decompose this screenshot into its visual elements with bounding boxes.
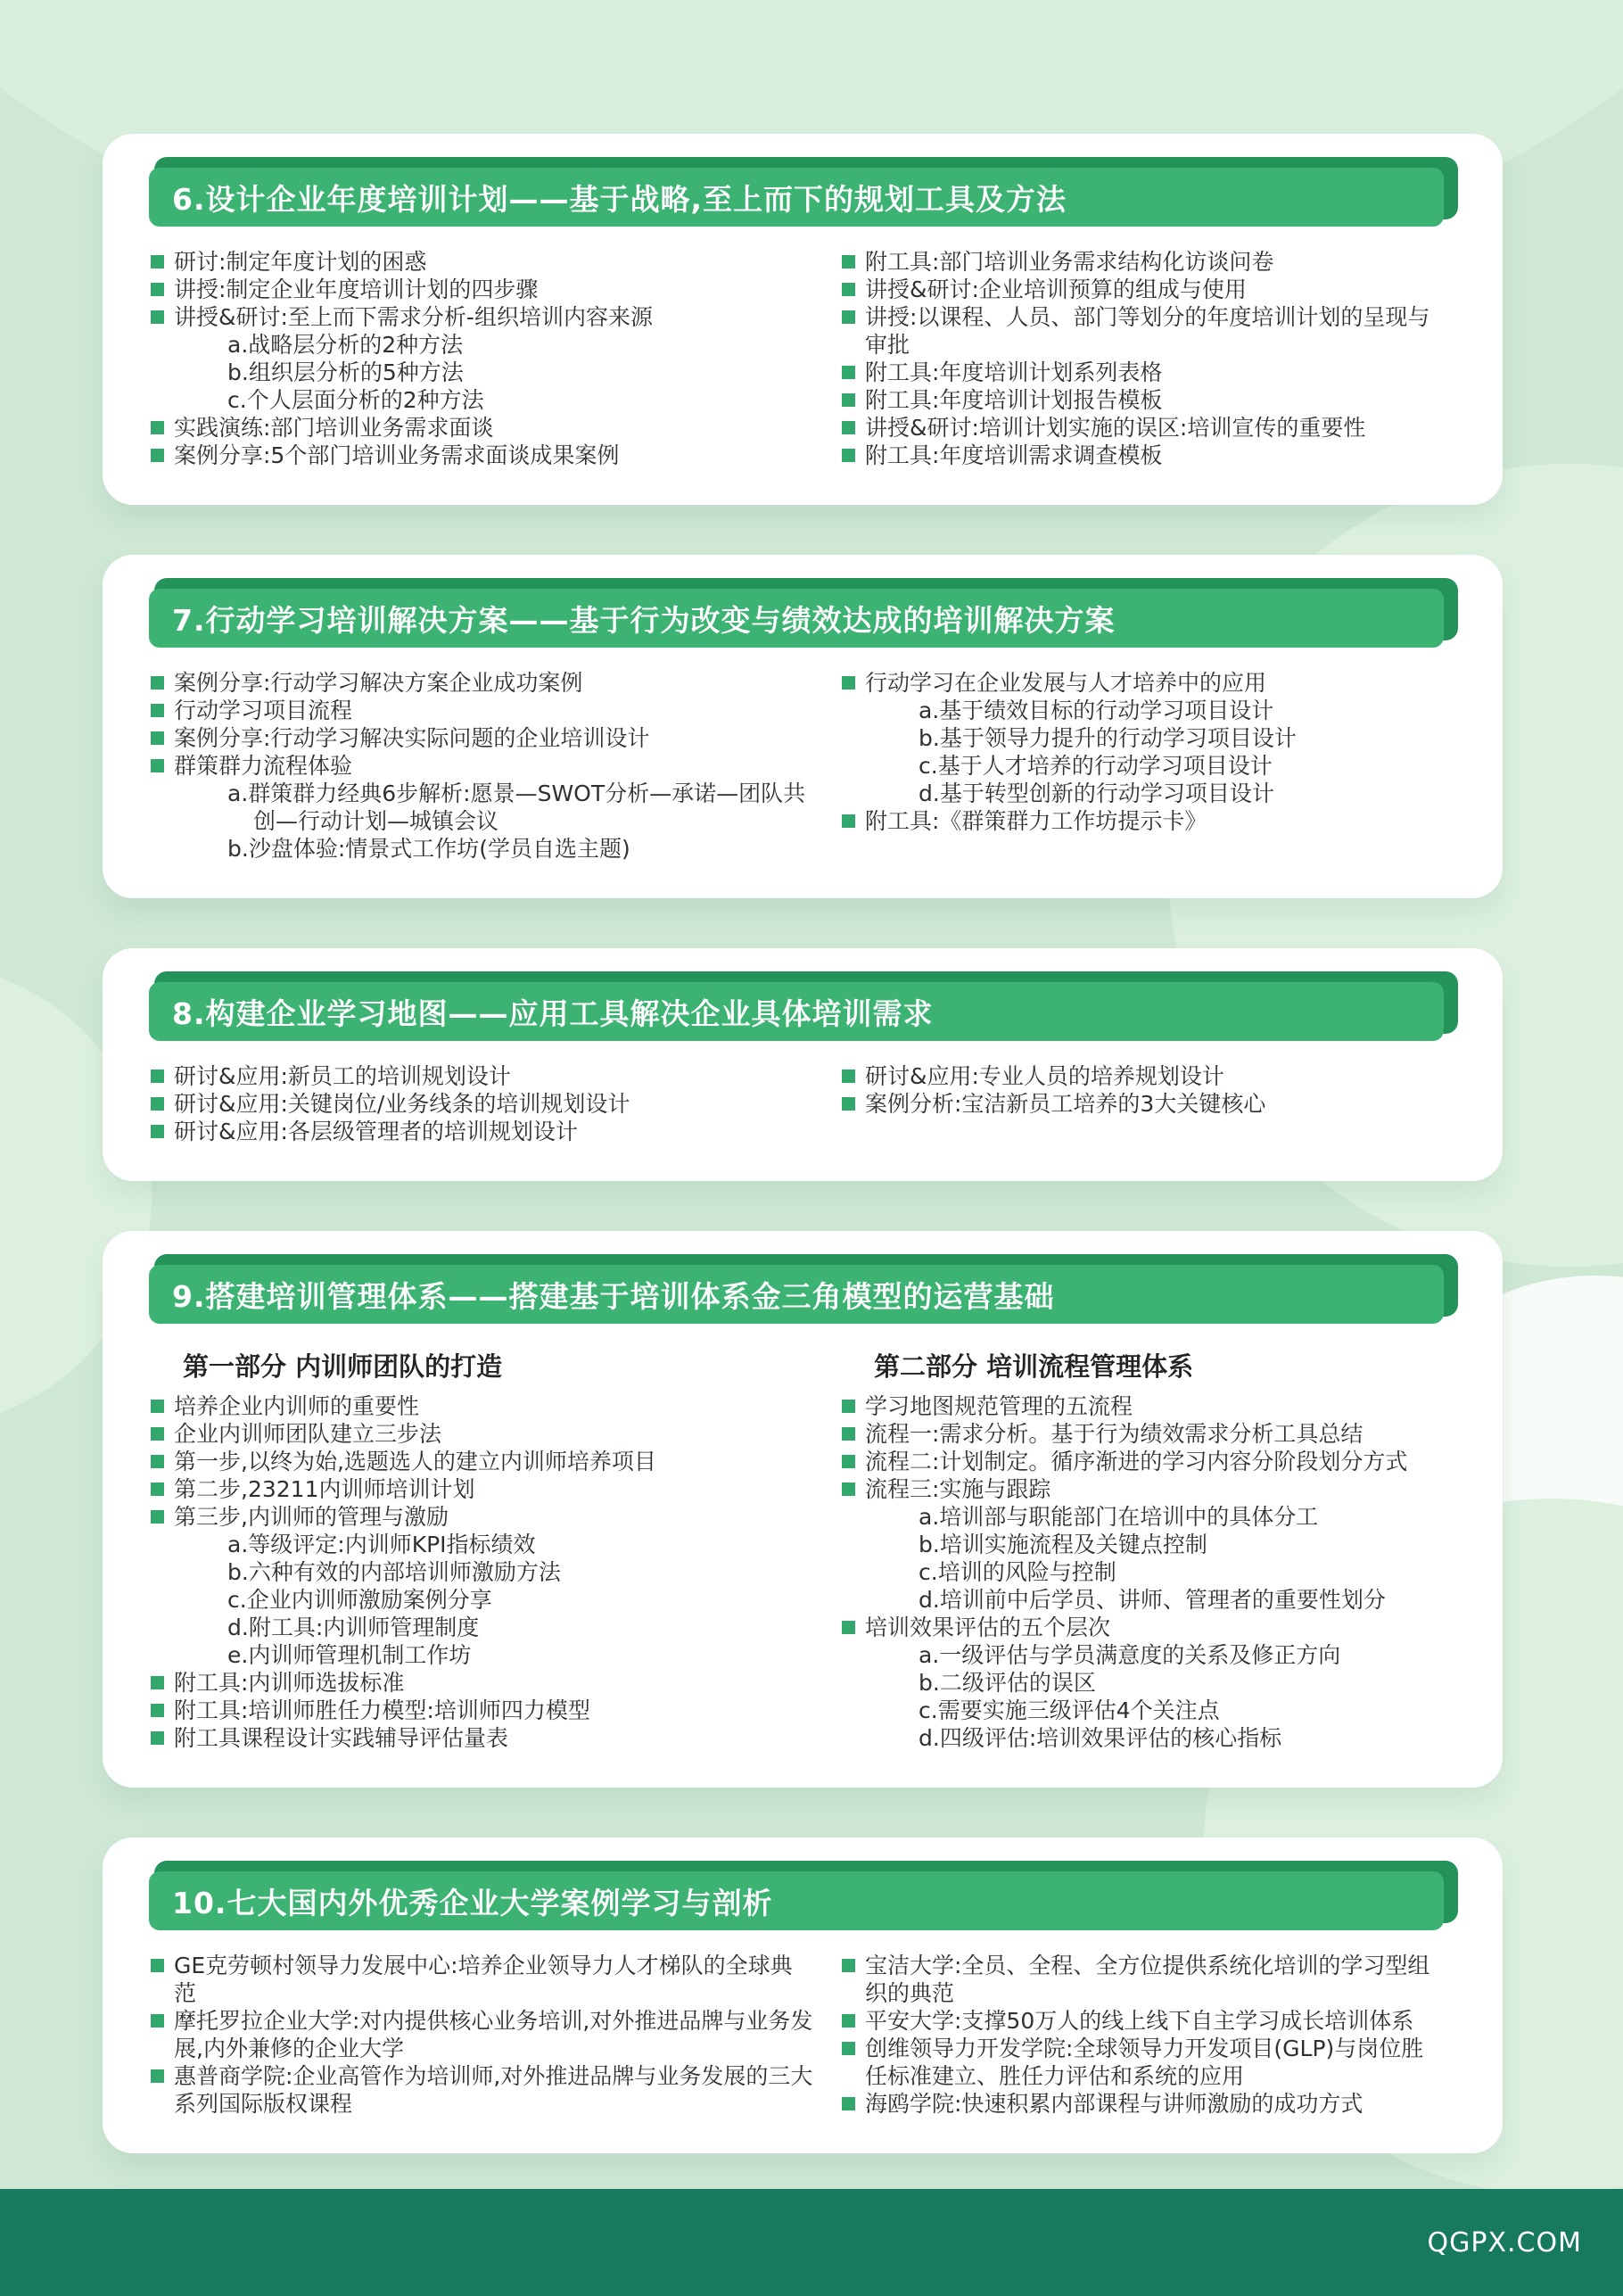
item-text: 海鸥学院:快速积累内部课程与讲师激励的成功方式 xyxy=(865,2091,1363,2117)
right-column xyxy=(840,248,1458,469)
bullet-square-icon xyxy=(151,2014,164,2028)
item-text: 流程一:需求分析。基于行为绩效需求分析工具总结 xyxy=(865,1421,1363,1447)
list-item xyxy=(149,724,813,752)
list-item xyxy=(149,1392,813,1420)
bullet-square-icon xyxy=(842,1621,855,1634)
list-item xyxy=(840,442,1431,469)
bullet-square-icon xyxy=(842,1482,855,1496)
sub-list-item: d.四级评估:培训效果评估的核心指标 xyxy=(919,1725,1282,1751)
item-list xyxy=(840,669,1431,835)
bullet-square-icon xyxy=(151,1676,164,1689)
section-columns xyxy=(149,669,1458,863)
list-item xyxy=(840,414,1431,442)
list-item xyxy=(840,1090,1431,1118)
footer-bar xyxy=(0,2189,1623,2296)
list-item xyxy=(149,1669,813,1697)
bullet-square-icon xyxy=(842,1427,855,1441)
course-outline-sections xyxy=(103,0,1503,2153)
list-item xyxy=(149,752,813,780)
item-text: 培养企业内训师的重要性 xyxy=(174,1393,420,1419)
bullet-square-icon xyxy=(842,676,855,690)
list-item xyxy=(149,248,813,276)
list-item xyxy=(149,1118,813,1145)
item-text: 附工具:培训师胜任力模型:培训师四力模型 xyxy=(174,1697,590,1723)
sub-list-item: c.基于人才培养的行动学习项目设计 xyxy=(919,753,1273,779)
banner-face xyxy=(149,982,1444,1041)
bullet-square-icon xyxy=(842,283,855,296)
sub-list-item: c.企业内训师激励案例分享 xyxy=(227,1587,492,1613)
list-item xyxy=(149,1475,813,1503)
bullet-square-icon xyxy=(842,1400,855,1413)
bullet-square-icon xyxy=(842,310,855,324)
bullet-square-icon xyxy=(151,676,164,690)
bullet-square-icon xyxy=(151,255,164,268)
item-text: 群策群力流程体验 xyxy=(174,753,353,779)
item-text: 流程二:计划制定。循序渐进的学习内容分阶段划分方式 xyxy=(865,1449,1408,1474)
item-list xyxy=(149,1392,813,1752)
section-card xyxy=(103,134,1503,505)
bullet-square-icon xyxy=(151,421,164,434)
section-columns xyxy=(149,1062,1458,1145)
item-text: 第二步,23211内训师培训计划 xyxy=(174,1476,475,1502)
section-title: 6.设计企业年度培训计划——基于战略,至上而下的规划工具及方法 xyxy=(172,181,1067,217)
item-list xyxy=(840,1392,1431,1752)
list-item xyxy=(840,1062,1431,1090)
bullet-square-icon xyxy=(842,366,855,379)
list-item xyxy=(149,1062,813,1090)
item-text: 案例分享:行动学习解决实际问题的企业培训设计 xyxy=(174,725,650,751)
item-text: 流程三:实施与跟踪 xyxy=(865,1476,1051,1502)
list-item xyxy=(149,697,813,724)
item-text: 附工具:年度培训需求调查模板 xyxy=(865,442,1163,468)
sub-list-item: c.需要实施三级评估4个关注点 xyxy=(919,1697,1220,1723)
bullet-square-icon xyxy=(151,1482,164,1496)
right-column xyxy=(840,1952,1458,2118)
left-column xyxy=(149,1345,840,1752)
item-text: 讲授&研讨:至上而下需求分析-组织培训内容来源 xyxy=(174,304,653,330)
sub-list-item: a.基于绩效目标的行动学习项目设计 xyxy=(919,698,1274,723)
item-text: 平安大学:支撑50万人的线上线下自主学习成长培训体系 xyxy=(865,2008,1414,2034)
sub-list-item: a.群策群力经典6步解析:愿景—SWOT分析—承诺—团队共创—行动计划—城镇会议 xyxy=(227,780,806,834)
section-columns xyxy=(149,248,1458,469)
item-text: 培训效果评估的五个层次 xyxy=(865,1615,1111,1640)
list-item xyxy=(149,1724,813,1752)
bullet-square-icon xyxy=(842,1097,855,1111)
bullet-square-icon xyxy=(151,1455,164,1468)
bullet-square-icon xyxy=(151,1427,164,1441)
item-text: 研讨&应用:专业人员的培养规划设计 xyxy=(865,1063,1224,1089)
bullet-square-icon xyxy=(151,1400,164,1413)
bullet-square-icon xyxy=(842,1455,855,1468)
item-text: 讲授:以课程、人员、部门等划分的年度培训计划的呈现与审批 xyxy=(865,304,1430,358)
item-text: 第一步,以终为始,选题选人的建立内训师培养项目 xyxy=(174,1449,656,1474)
list-item xyxy=(840,1392,1431,1420)
list-item xyxy=(840,669,1431,697)
list-item xyxy=(149,2062,813,2118)
list-item xyxy=(840,303,1431,359)
section-banner xyxy=(149,971,1458,1041)
list-item xyxy=(149,669,813,697)
list-item xyxy=(149,1420,813,1448)
bullet-square-icon xyxy=(842,2042,855,2055)
bullet-square-icon xyxy=(842,2014,855,2028)
section-card xyxy=(103,948,1503,1181)
item-text: 摩托罗拉企业大学:对内提供核心业务培训,对外推进品牌与业务发展,内外兼修的企业大学 xyxy=(174,2008,813,2061)
left-column xyxy=(149,1952,840,2118)
sub-list-item: b.培训实施流程及关键点控制 xyxy=(919,1532,1207,1557)
item-list xyxy=(149,248,813,469)
bullet-square-icon xyxy=(151,704,164,717)
section-title: 7.行动学习培训解决方案——基于行为改变与绩效达成的培训解决方案 xyxy=(172,602,1116,638)
item-text: 研讨&应用:新员工的培训规划设计 xyxy=(174,1063,511,1089)
banner-face xyxy=(149,589,1444,648)
item-text: 研讨&应用:关键岗位/业务线条的培训规划设计 xyxy=(174,1091,630,1117)
item-text: 宝洁大学:全员、全程、全方位提供系统化培训的学习型组织的典范 xyxy=(865,1953,1430,2006)
bullet-square-icon xyxy=(151,1097,164,1111)
bullet-square-icon xyxy=(151,449,164,462)
list-item xyxy=(149,1503,813,1531)
section-title: 9.搭建培训管理体系——搭建基于培训体系金三角模型的运营基础 xyxy=(172,1278,1055,1314)
item-text: 案例分享:行动学习解决方案企业成功案例 xyxy=(174,670,583,696)
section-banner xyxy=(149,1254,1458,1324)
item-text: 实践演练:部门培训业务需求面谈 xyxy=(174,415,494,441)
bullet-square-icon xyxy=(842,1070,855,1083)
list-item xyxy=(840,248,1431,276)
item-text: 附工具:年度培训计划报告模板 xyxy=(865,387,1163,413)
item-text: 创维领导力开发学院:全球领导力开发项目(GLP)与岗位胜任标准建立、胜任力评估和系统的应用 xyxy=(865,2036,1424,2089)
item-text: 学习地图规范管理的五流程 xyxy=(865,1393,1133,1419)
bullet-square-icon xyxy=(151,731,164,745)
list-item xyxy=(840,807,1431,835)
list-item xyxy=(149,1952,813,2007)
banner-face xyxy=(149,168,1444,227)
list-item xyxy=(149,303,813,331)
item-text: 研讨:制定年度计划的困惑 xyxy=(174,249,427,275)
item-text: 案例分析:宝洁新员工培养的3大关键核心 xyxy=(865,1091,1266,1117)
item-text: 行动学习在企业发展与人才培养中的应用 xyxy=(865,670,1267,696)
section-columns xyxy=(149,1952,1458,2118)
list-item xyxy=(149,276,813,303)
sub-list-item: e.内训师管理机制工作坊 xyxy=(227,1642,472,1668)
bullet-square-icon xyxy=(151,1704,164,1717)
section-card xyxy=(103,555,1503,898)
item-text: 第三步,内训师的管理与激励 xyxy=(174,1504,449,1530)
part-heading: 第二部分 培训流程管理体系 xyxy=(874,1351,1194,1382)
list-item xyxy=(840,2090,1431,2118)
item-text: 附工具:部门培训业务需求结构化访谈问卷 xyxy=(865,249,1274,275)
sub-list-item: a.战略层分析的2种方法 xyxy=(227,332,464,358)
list-item xyxy=(840,1475,1431,1503)
item-list xyxy=(149,1952,813,2118)
list-item xyxy=(840,2007,1431,2035)
banner-face xyxy=(149,1871,1444,1930)
item-text: 讲授:制定企业年度培训计划的四步骤 xyxy=(174,277,539,302)
bullet-square-icon xyxy=(842,2097,855,2110)
site-watermark: QGPX.COM xyxy=(1427,2226,1582,2259)
item-text: 案例分享:5个部门培训业务需求面谈成果案例 xyxy=(174,442,620,468)
item-text: 讲授&研讨:培训计划实施的误区:培训宣传的重要性 xyxy=(865,415,1366,441)
section-banner xyxy=(149,578,1458,648)
bullet-square-icon xyxy=(842,1959,855,1972)
list-item xyxy=(149,2007,813,2062)
section-title: 10.七大国内外优秀企业大学案例学习与剖析 xyxy=(172,1885,773,1920)
list-item xyxy=(840,1952,1431,2007)
sub-list-item: a.等级评定:内训师KPI指标绩效 xyxy=(227,1532,536,1557)
section-card xyxy=(103,1838,1503,2153)
list-item xyxy=(840,359,1431,386)
bullet-square-icon xyxy=(842,449,855,462)
section-title: 8.构建企业学习地图——应用工具解决企业具体培训需求 xyxy=(172,995,934,1031)
section-banner xyxy=(149,1861,1458,1930)
list-item xyxy=(840,276,1431,303)
item-text: 附工具:内训师选拔标准 xyxy=(174,1670,405,1696)
list-item xyxy=(840,2035,1431,2090)
item-text: 惠普商学院:企业高管作为培训师,对外推进品牌与业务发展的三大系列国际版权课程 xyxy=(174,2063,813,2117)
part-heading: 第一部分 内训师团队的打造 xyxy=(183,1351,503,1382)
section-columns xyxy=(149,1345,1458,1752)
left-column xyxy=(149,669,840,863)
sub-list-item: d.培训前中后学员、讲师、管理者的重要性划分 xyxy=(919,1587,1386,1613)
bullet-square-icon xyxy=(151,759,164,772)
item-text: 研讨&应用:各层级管理者的培训规划设计 xyxy=(174,1119,578,1144)
sub-list-item: b.沙盘体验:情景式工作坊(学员自选主题) xyxy=(227,836,630,862)
banner-face xyxy=(149,1265,1444,1324)
right-column xyxy=(840,669,1458,863)
sub-list-item: d.基于转型创新的行动学习项目设计 xyxy=(919,780,1274,806)
list-item xyxy=(149,1448,813,1475)
left-column xyxy=(149,1062,840,1145)
bullet-square-icon xyxy=(842,421,855,434)
item-text: 讲授&研讨:企业培训预算的组成与使用 xyxy=(865,277,1247,302)
list-item xyxy=(840,1448,1431,1475)
bullet-square-icon xyxy=(151,1125,164,1138)
item-list xyxy=(840,248,1431,469)
bullet-square-icon xyxy=(842,393,855,407)
item-text: 附工具:年度培训计划系列表格 xyxy=(865,359,1163,385)
item-text: 企业内训师团队建立三步法 xyxy=(174,1421,442,1447)
bullet-square-icon xyxy=(151,283,164,296)
list-item xyxy=(840,386,1431,414)
list-item xyxy=(149,1090,813,1118)
list-item xyxy=(149,414,813,442)
list-item xyxy=(840,1420,1431,1448)
item-list xyxy=(840,1062,1431,1118)
section-card xyxy=(103,1231,1503,1788)
list-item xyxy=(149,1697,813,1724)
sub-list-item: b.组织层分析的5种方法 xyxy=(227,359,464,385)
bullet-square-icon xyxy=(842,255,855,268)
left-column xyxy=(149,248,840,469)
item-text: 附工具课程设计实践辅导评估量表 xyxy=(174,1725,509,1751)
sub-list-item: b.基于领导力提升的行动学习项目设计 xyxy=(919,725,1297,751)
section-banner xyxy=(149,157,1458,227)
item-list xyxy=(840,1952,1431,2118)
list-item xyxy=(840,1614,1431,1641)
sub-list-item: b.六种有效的内部培训师激励方法 xyxy=(227,1559,561,1585)
sub-list-item: d.附工具:内训师管理制度 xyxy=(227,1615,480,1640)
right-column xyxy=(840,1345,1458,1752)
bullet-square-icon xyxy=(151,310,164,324)
list-item xyxy=(149,442,813,469)
bullet-square-icon xyxy=(151,1959,164,1972)
bullet-square-icon xyxy=(151,2069,164,2083)
bullet-square-icon xyxy=(151,1510,164,1524)
bullet-square-icon xyxy=(151,1731,164,1745)
item-text: 行动学习项目流程 xyxy=(174,698,353,723)
sub-list-item: c.培训的风险与控制 xyxy=(919,1559,1116,1585)
sub-list-item: a.一级评估与学员满意度的关系及修正方向 xyxy=(919,1642,1341,1668)
item-text: GE克劳顿村领导力发展中心:培养企业领导力人才梯队的全球典范 xyxy=(174,1953,793,2006)
item-list xyxy=(149,669,813,863)
sub-list-item: c.个人层面分析的2种方法 xyxy=(227,387,484,413)
sub-list-item: a.培训部与职能部门在培训中的具体分工 xyxy=(919,1504,1319,1530)
bullet-square-icon xyxy=(842,814,855,828)
right-column xyxy=(840,1062,1458,1145)
item-list xyxy=(149,1062,813,1145)
sub-list-item: b.二级评估的误区 xyxy=(919,1670,1096,1696)
item-text: 附工具:《群策群力工作坊提示卡》 xyxy=(865,808,1207,834)
bullet-square-icon xyxy=(151,1070,164,1083)
